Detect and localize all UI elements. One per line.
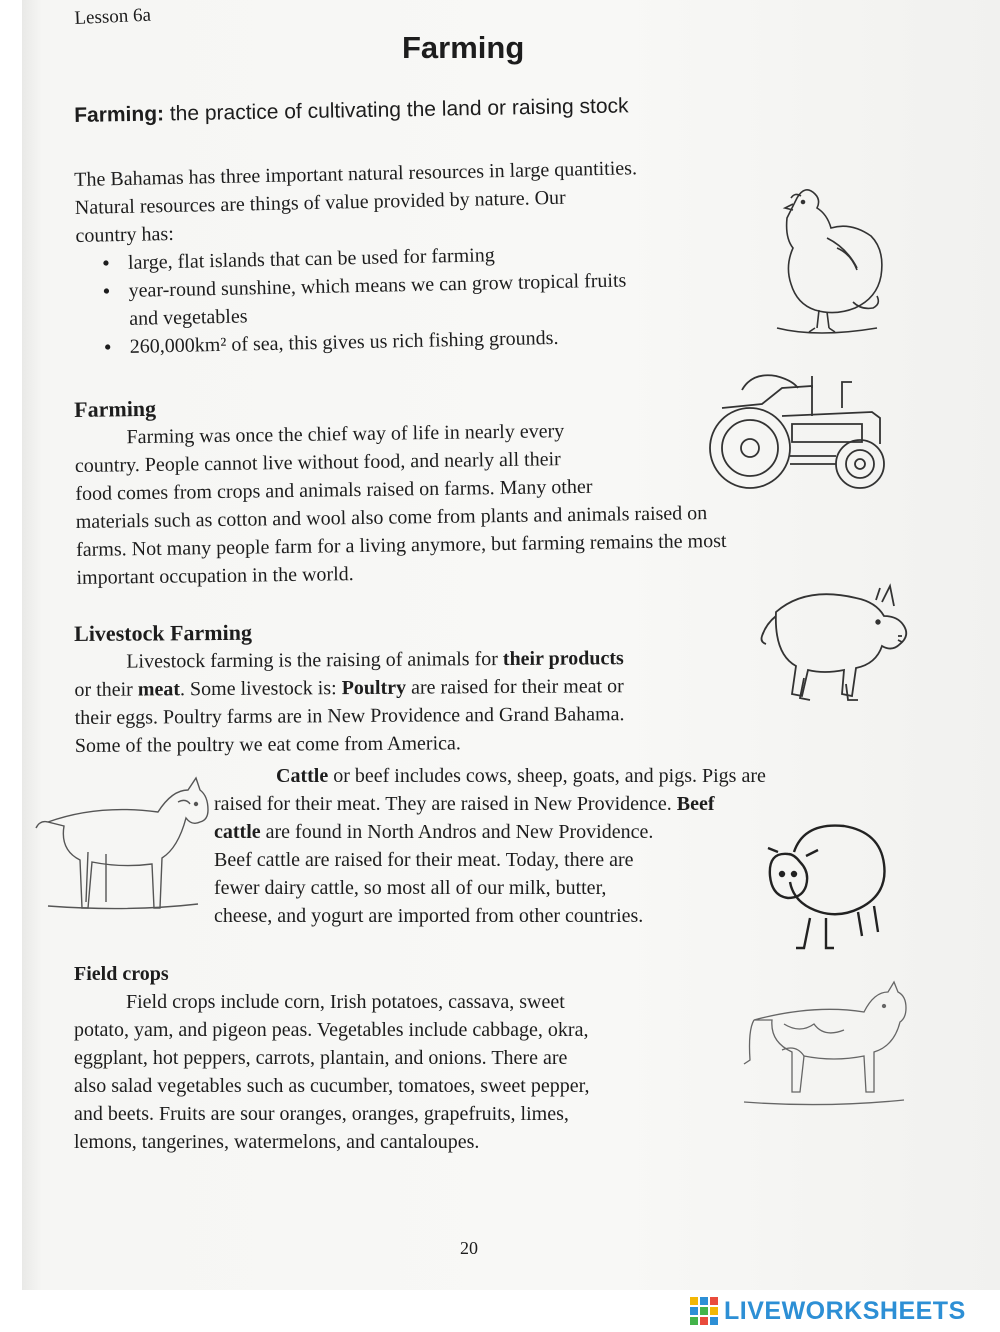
textbook-page bbox=[22, 0, 1000, 1290]
farming-line-3: food comes from crops and animals raised on farms. Many other bbox=[75, 475, 593, 505]
bold-term: Poultry bbox=[341, 676, 407, 700]
intro-line-2: Natural resources are things of value provided by nature. Our bbox=[74, 186, 566, 219]
goat-icon bbox=[28, 772, 218, 922]
definition-term: Farming: bbox=[74, 102, 165, 127]
page-title: Farming bbox=[402, 30, 525, 65]
livestock-section bbox=[74, 616, 625, 760]
text-run: or their bbox=[74, 678, 138, 701]
cattle-line-5: fewer dairy cattle, so most all of our milk, butter, bbox=[214, 877, 607, 899]
intro-line-1: The Bahamas has three important natural resources in large quantities. bbox=[74, 157, 638, 191]
list-item-text: year-round sunshine, which means we can grow tropical fruits bbox=[128, 269, 627, 302]
bold-term: meat bbox=[137, 678, 181, 701]
section-heading-farming: Farming bbox=[74, 395, 157, 422]
definition-text: the practice of cultivating the land or raising stock bbox=[163, 94, 629, 126]
hen-icon bbox=[757, 178, 897, 348]
crops-line-1-text: Field crops include corn, Irish potatoes, cassava, sweet bbox=[126, 991, 565, 1013]
bold-term: cattle bbox=[214, 821, 261, 843]
list-item: • large, flat islands that can be used for farming bbox=[94, 238, 639, 277]
sheep-icon bbox=[754, 812, 904, 962]
crops-line-1 bbox=[74, 988, 589, 1016]
crops-line-3: eggplant, hot peppers, carrots, plantain, and onions. There are bbox=[74, 1047, 568, 1069]
definition bbox=[74, 94, 629, 128]
cattle-paragraph bbox=[214, 762, 766, 930]
cattle-line-1 bbox=[214, 762, 766, 790]
crops-line-5: and beets. Fruits are sour oranges, oranges, grapefruits, limes, bbox=[74, 1103, 569, 1125]
lesson-label: Lesson 6a bbox=[74, 4, 152, 29]
intro-line-3: country has: bbox=[75, 222, 174, 247]
liveworksheets-logo[interactable] bbox=[690, 1296, 966, 1326]
crops-line-6: lemons, tangerines, watermelons, and cantaloupes. bbox=[74, 1131, 480, 1153]
crops-line-2: potato, yam, and pigeon peas. Vegetables include cabbage, okra, bbox=[74, 1019, 589, 1041]
livestock-line-4: Some of the poultry we eat come from America. bbox=[74, 732, 461, 757]
livestock-line-1-text: Livestock farming is the raising of animals for bbox=[126, 648, 503, 673]
farming-line-6: important occupation in the world. bbox=[76, 563, 354, 589]
list-item-continuation: and vegetables bbox=[128, 305, 248, 330]
livestock-line-1 bbox=[74, 644, 624, 676]
farming-line-4: materials such as cotton and wool also come from plants and animals raised on bbox=[75, 502, 708, 533]
farming-line-1-text: Farming was once the chief way of life in nearly every bbox=[126, 420, 565, 449]
section-heading-field-crops: Field crops bbox=[74, 963, 169, 985]
intro-section bbox=[74, 154, 641, 362]
section-heading-livestock: Livestock Farming bbox=[74, 619, 253, 646]
livestock-line-3: their eggs. Poultry farms are in New Providence and Grand Bahama. bbox=[74, 703, 625, 729]
cattle-line-6: cheese, and yogurt are imported from other countries. bbox=[214, 905, 644, 927]
tractor-icon bbox=[702, 368, 892, 498]
bold-term: Beef bbox=[676, 793, 715, 815]
cattle-line-3 bbox=[214, 818, 766, 846]
farming-section bbox=[74, 387, 727, 592]
bold-term: their products bbox=[502, 647, 624, 671]
list-item: • 260,000km² of sea, this gives us rich fishing grounds. bbox=[96, 322, 641, 361]
cattle-line-4: Beef cattle are raised for their meat. Today, there are bbox=[214, 849, 634, 871]
page-number: 20 bbox=[460, 1238, 478, 1258]
livestock-line-2 bbox=[74, 672, 624, 704]
cattle-line-2 bbox=[214, 790, 766, 818]
cow-icon bbox=[734, 980, 914, 1110]
brand-text: LIVEWORKSHEETS bbox=[724, 1296, 966, 1325]
text-run: are raised for their meat or bbox=[406, 675, 624, 699]
pig-icon bbox=[752, 582, 912, 712]
crops-line-4: also salad vegetables such as cucumber, tomatoes, sweet pepper, bbox=[74, 1075, 590, 1097]
text-run: or beef includes cows, sheep, goats, and pigs. Pigs are bbox=[328, 765, 766, 787]
field-crops-section bbox=[74, 960, 589, 1156]
farming-line-5: farms. Not many people farm for a living anymore, but farming remains the most bbox=[75, 529, 727, 561]
farming-line-2: country. People cannot live without food, and nearly all their bbox=[74, 448, 561, 477]
bold-term: Cattle bbox=[276, 765, 329, 787]
text-run: are found in North Andros and New Providence. bbox=[260, 821, 654, 843]
resource-list bbox=[94, 238, 641, 361]
brand-grid-icon bbox=[690, 1297, 718, 1325]
text-run: raised for their meat. They are raised in New Providence. bbox=[214, 793, 677, 815]
text-run: . Some livestock is: bbox=[179, 677, 342, 701]
